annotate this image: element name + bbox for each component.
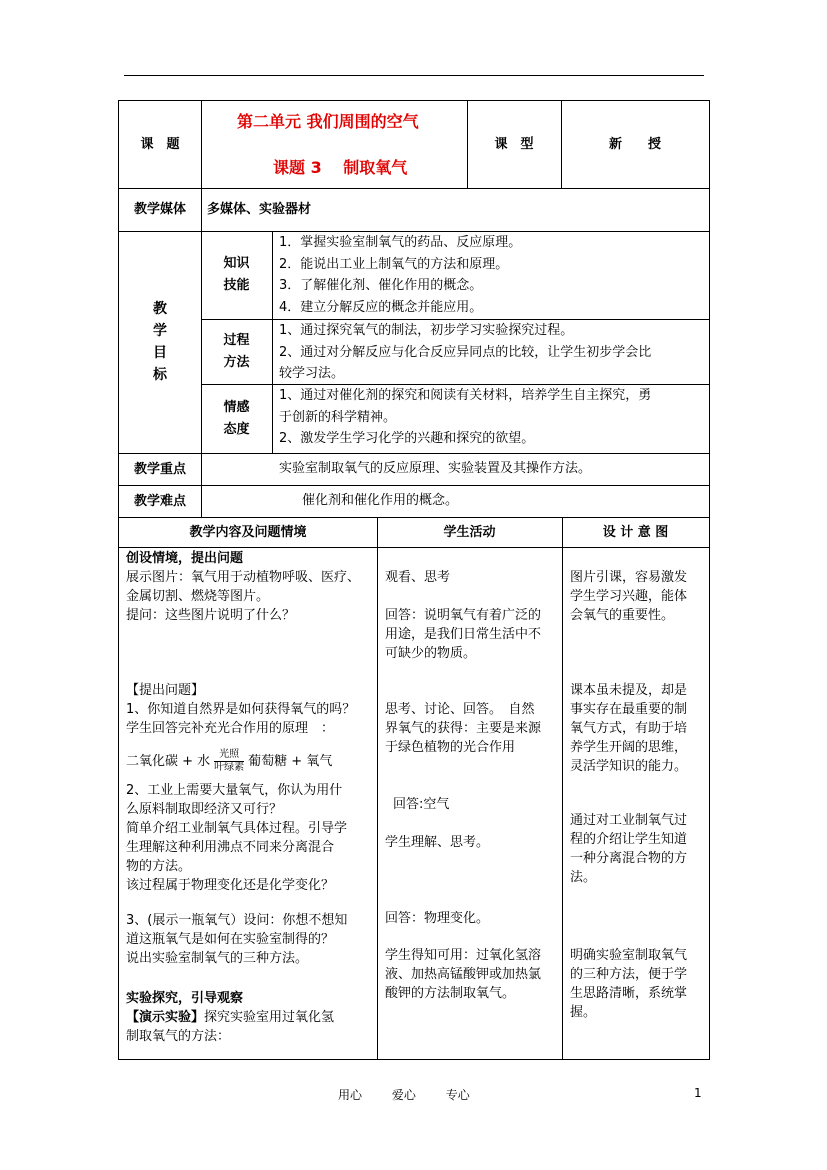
difficulty-value: 催化剂和催化作用的概念。 [302,493,459,508]
process-label: 过程 方法 [223,332,250,370]
emotion-label: 情感 态度 [223,399,250,437]
photosynthesis-equation: 二氧化碳 + 水 $\frac{\text{光照}}{\text{叶绿素}}$ 葡萄糖 + 氧气 [126,748,333,773]
process-list: 1、通过探究氧气的制法，初步学习实验探究过程。 2、通过对分解反应与化合反应异同点的比较，让学生初步学会比 较学习法。 [279,323,652,381]
lesson-title [201,101,467,188]
section-title: 创设情境，提出问题 [126,551,244,566]
unit-title: 第二单元 我们周围的空气 [237,112,419,131]
knowledge-label: 知识 技能 [223,256,250,293]
key-point-label: 教学重点 [133,461,186,477]
activity-answer-3: 回答:空气 [393,797,450,812]
emotion-list: 1、通过对催化剂的探究和阅读有关材料，培养学生自主探究，勇 于创新的科学精神。 2、激发学生学习化学的兴趣和探究的欲望。 [279,388,652,446]
question-section: 【提出问题】 1、你知道自然界是如何获得氧气的吗？ 学生回答完补充光合作用的原理 ： [126,683,356,736]
design-note-1: 图片引课，容易激发 学生学习兴趣，能体 会氧气的重要性。 [570,570,688,623]
lesson-plan-table [118,100,710,1060]
difficulty-label: 教学难点 [133,493,186,509]
media-label: 教学媒体 [133,202,186,217]
type-value: 新 授 [608,137,661,152]
col-header-design: 设 计 意 图 [602,524,669,540]
content-column: 创设情境，提出问题 展示图片：氧气用于动植物呼吸、医疗、 金属切割、燃烧等图片。 提问：这些图片说明了什么？ [126,549,376,625]
activity-answer-4: 回答：物理变化。 [385,911,490,926]
design-note-4: 明确实验室制取氧气 的三种方法，便于学 生思路清晰，系统掌 握。 [570,948,688,1020]
activity-answer-1: 回答：说明氧气有着广泛的 用途，是我们日常生活中不 可缺少的物质。 [385,608,542,661]
media-value: 多媒体、实验器材 [207,202,312,217]
header-rule [124,75,704,76]
lab-question-section: 3、(展示一瓶氧气）设问：你想不想知 道这瓶氧气是如何在实验室制得的？ 说出实验室制氧气的三种方法。 [126,913,348,966]
topic-label: 课 题 [140,137,180,152]
footer-motto: 用心 爱心 专心 [338,1088,470,1102]
knowledge-list: 1．掌握实验室制氧气的药品、反应原理。 2．能说出工业上制氧气的方法和原理。 3．了解催化剂、催化作用的概念。 4．建立分解反应的概念并能应用。 [279,235,522,315]
industry-section: 2、工业上需要大量氧气，你认为用什 么原料制取即经济又可行？ 简单介绍工业制氧气具体过程。引导学 生理解这种利用沸点不同来分离混合 物的方法。 该过程属于物理变化还是化学变化？ [126,783,348,893]
topic-title: 课题 3 制取氧气 [273,158,408,177]
activity-understand: 学生理解、思考。 [385,835,490,850]
reaction-condition: $\frac{\text{光照}}{\text{叶绿素}}$ [214,748,245,773]
section-title: 实验探究，引导观察 [126,991,244,1006]
page-number: 1 [694,1086,702,1100]
objectives-label: 教 学 目 标 [153,301,167,383]
design-note-2: 课本虽未提及，却是 事实存在最重要的制 氧气方式，有助于培 养学生开阔的思维， 灵活学知识的能力。 [570,683,688,774]
design-note-3: 通过对工业制氧气过 程的介绍让学生知道 一种分离混合物的方 法。 [570,813,688,885]
experiment-section: 实验探究，引导观察 【演示实验】探究实验室用过氧化氢 制取氧气的方法： [126,989,376,1046]
type-label: 课 型 [494,137,534,152]
key-point-value: 实验室制取氧气的反应原理、实验装置及其操作方法。 [279,461,592,476]
activity-watch: 观看、思考 [385,570,451,585]
col-header-activity: 学生活动 [443,524,496,540]
activity-answer-5: 学生得知可用：过氧化氢溶 液、加热高锰酸钾或加热氯 酸钾的方法制取氧气。 [385,948,542,1001]
activity-answer-2: 思考、讨论、回答。 自然 界氧气的获得：主要是来源 于绿色植物的光合作用 [385,702,542,755]
col-header-content: 教学内容及问题情境 [189,524,307,540]
